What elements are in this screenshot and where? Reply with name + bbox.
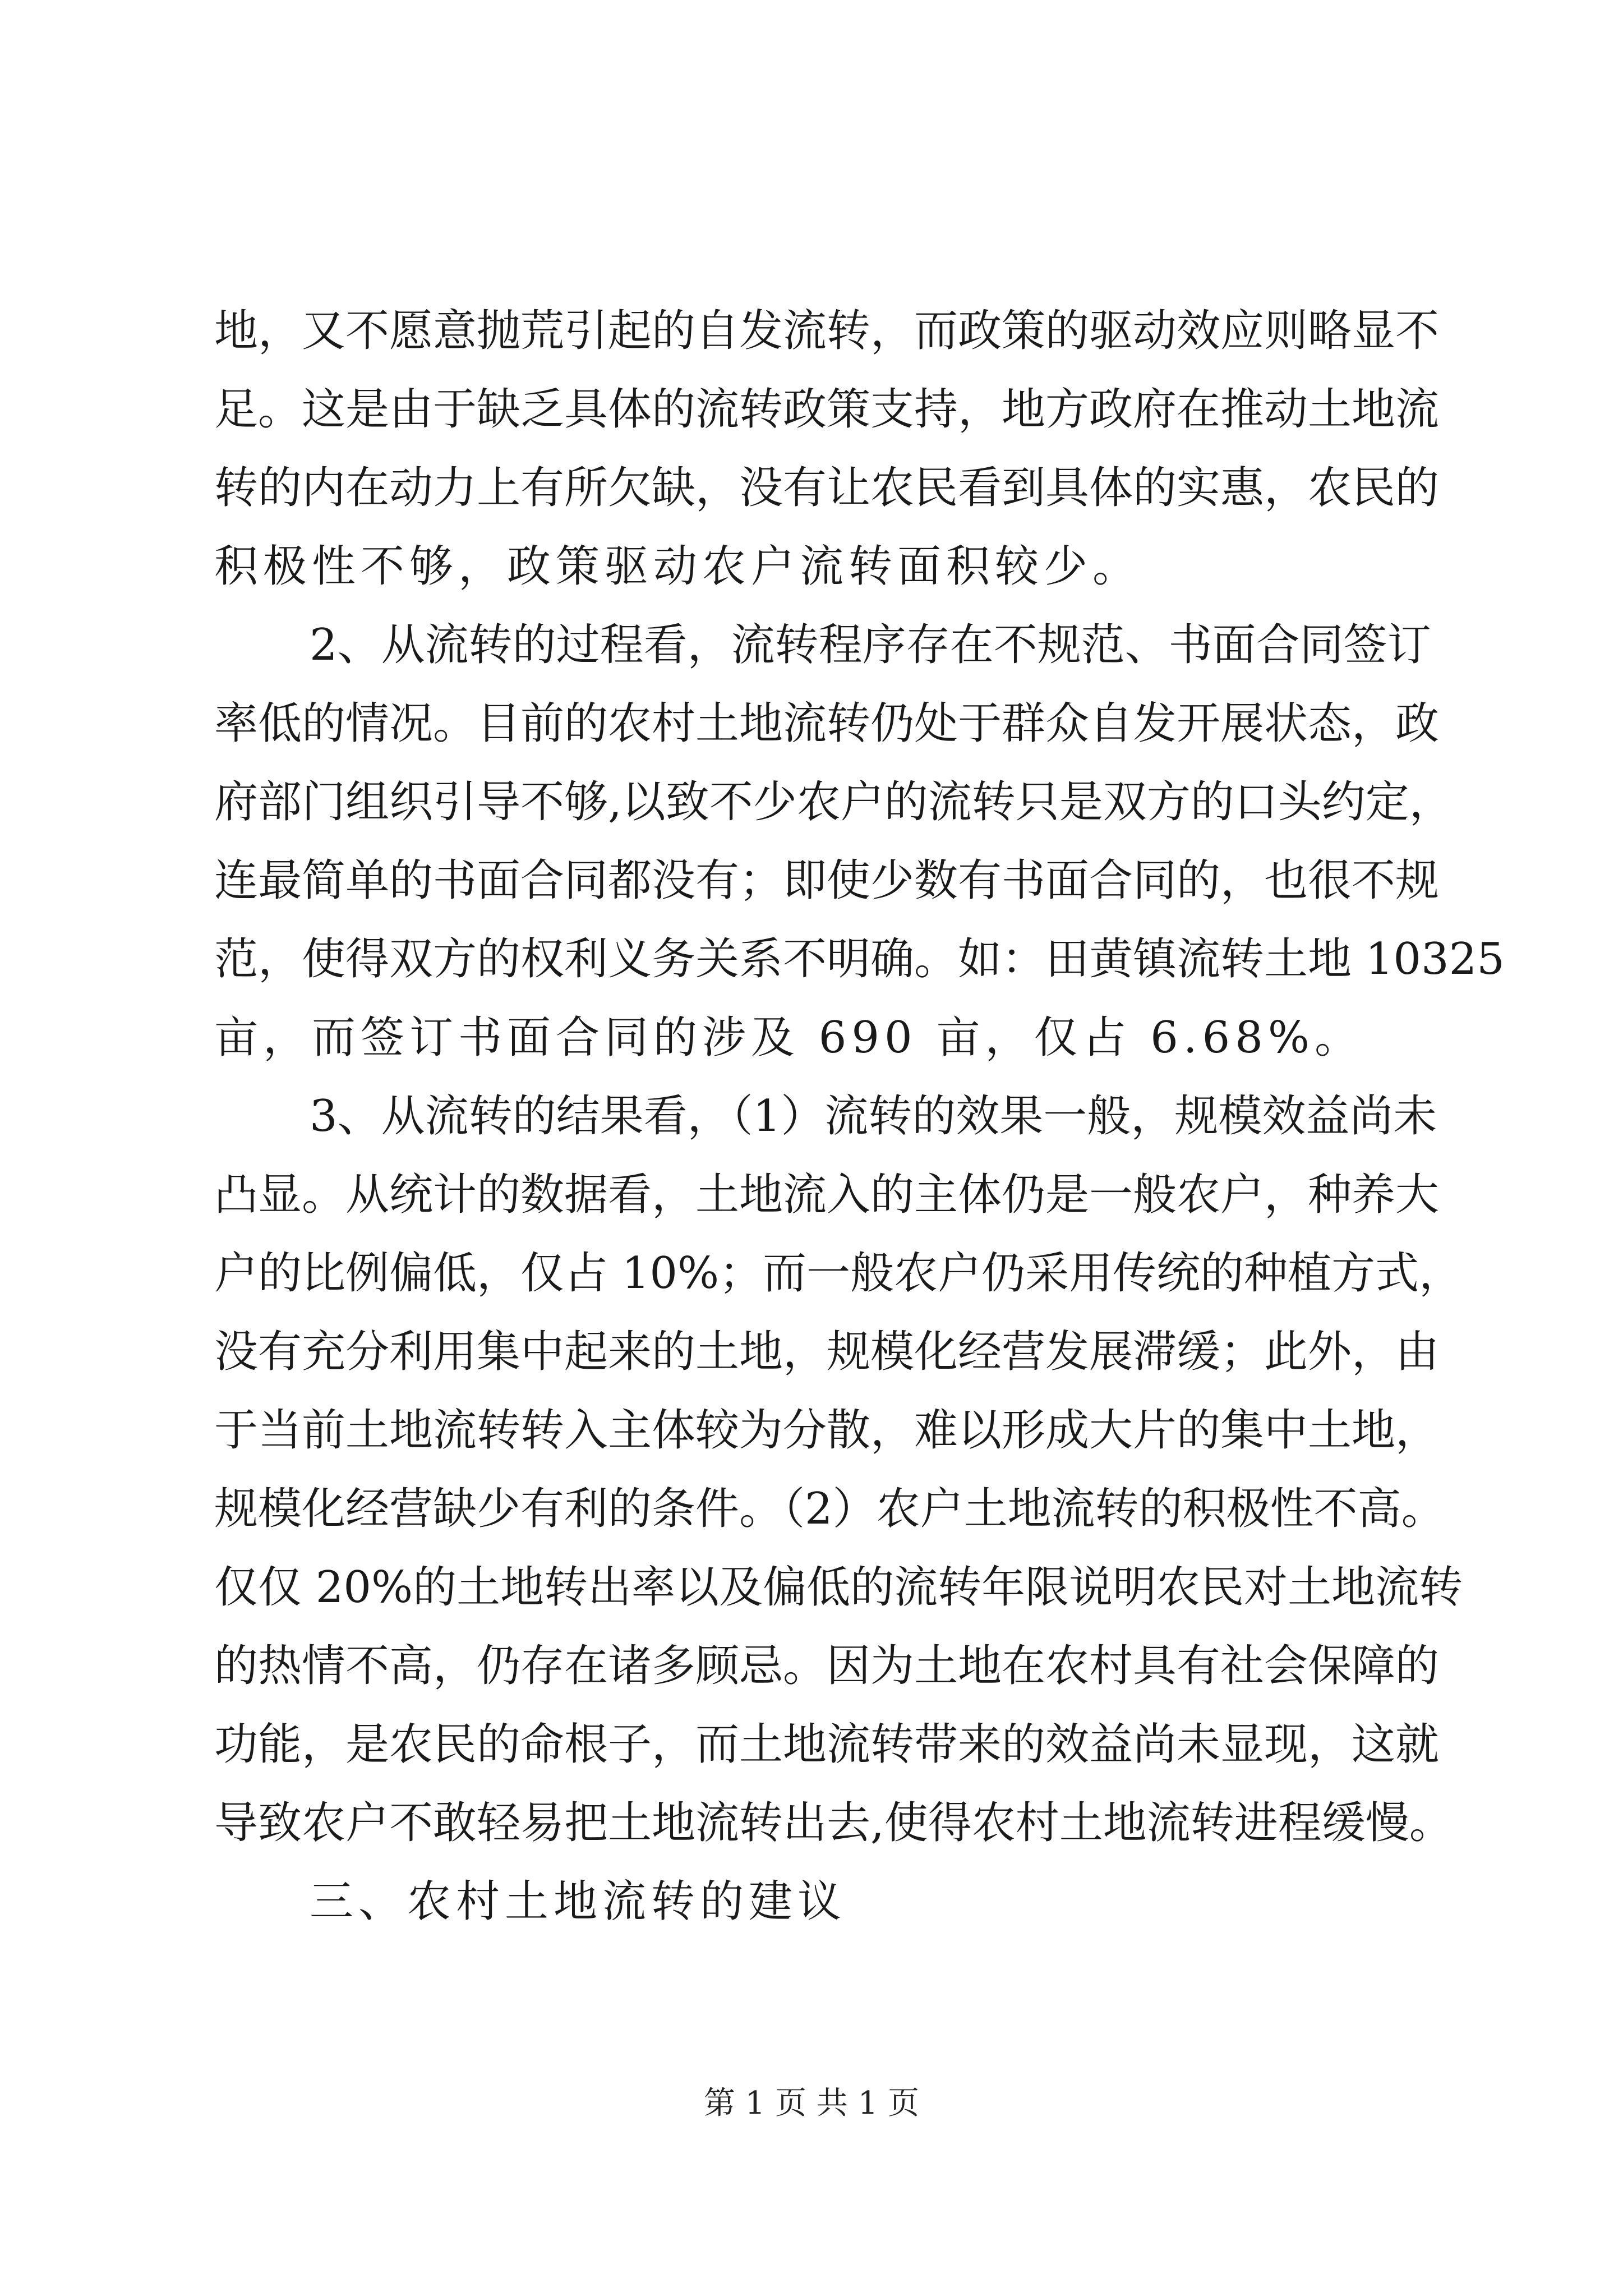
body-text-line: 亩，而签订书面合同的涉及 690 亩，仅占 6.68%。 [214, 1013, 1364, 1063]
body-text-line: 导致农户不敢轻易把土地流转出去,使得农村土地流转进程缓慢。 [214, 1798, 1453, 1848]
body-text-line: 率低的情况。目前的农村土地流转仍处于群众自发开展状态，政 [214, 698, 1440, 749]
section-heading: 三、农村土地流转的建议 [310, 1876, 847, 1927]
body-text-line: 功能，是农民的命根子，而土地流转带来的效益尚未显现，这就 [214, 1719, 1440, 1770]
body-text-line: 仅仅 20%的土地转出率以及偏低的流转年限说明农民对土地流转 [214, 1562, 1463, 1613]
body-text-line: 连最简单的书面合同都没有；即使少数有书面合同的，也很不规 [214, 855, 1440, 906]
body-text-line: 于当前土地流转转入主体较为分散，难以形成大片的集中土地， [214, 1405, 1440, 1456]
body-text-line: 凸显。从统计的数据看，土地流入的主体仍是一般农户，种养大 [214, 1170, 1440, 1220]
body-text-line: 转的内在动力上有所欠缺，没有让农民看到具体的实惠，农民的 [214, 463, 1440, 513]
body-text-line: 地，又不愿意抛荒引起的自发流转，而政策的驱动效应则略显不 [214, 306, 1440, 356]
paragraph-3-first-line: 3、从流转的结果看，（1）流转的效果一般，规模效益尚未 [310, 1091, 1437, 1142]
body-text-line: 积极性不够，政策驱动农户流转面积较少。 [214, 541, 1142, 592]
body-text-line: 足。这是由于缺乏具体的流转政策支持，地方政府在推动土地流 [214, 384, 1440, 435]
page-footer: 第 1 页 共 1 页 [703, 2085, 920, 2122]
body-text-line: 规模化经营缺少有利的条件。（2）农户土地流转的积极性不高。 [214, 1484, 1445, 1534]
body-text-line: 没有充分利用集中起来的土地，规模化经营发展滞缓；此外，由 [214, 1327, 1440, 1377]
body-text-line: 范，使得双方的权利义务关系不明确。如：田黄镇流转土地 10325 [214, 934, 1505, 984]
body-text-line: 的热情不高，仍存在诸多顾忌。因为土地在农村具有社会保障的 [214, 1641, 1440, 1691]
paragraph-2-first-line: 2、从流转的过程看，流转程序存在不规范、书面合同签订 [310, 620, 1431, 670]
body-text-line: 府部门组织引导不够,以致不少农户的流转只是双方的口头约定， [214, 777, 1453, 827]
body-text-line: 户的比例偏低，仅占 10%；而一般农户仍采用传统的种植方式， [214, 1248, 1463, 1299]
